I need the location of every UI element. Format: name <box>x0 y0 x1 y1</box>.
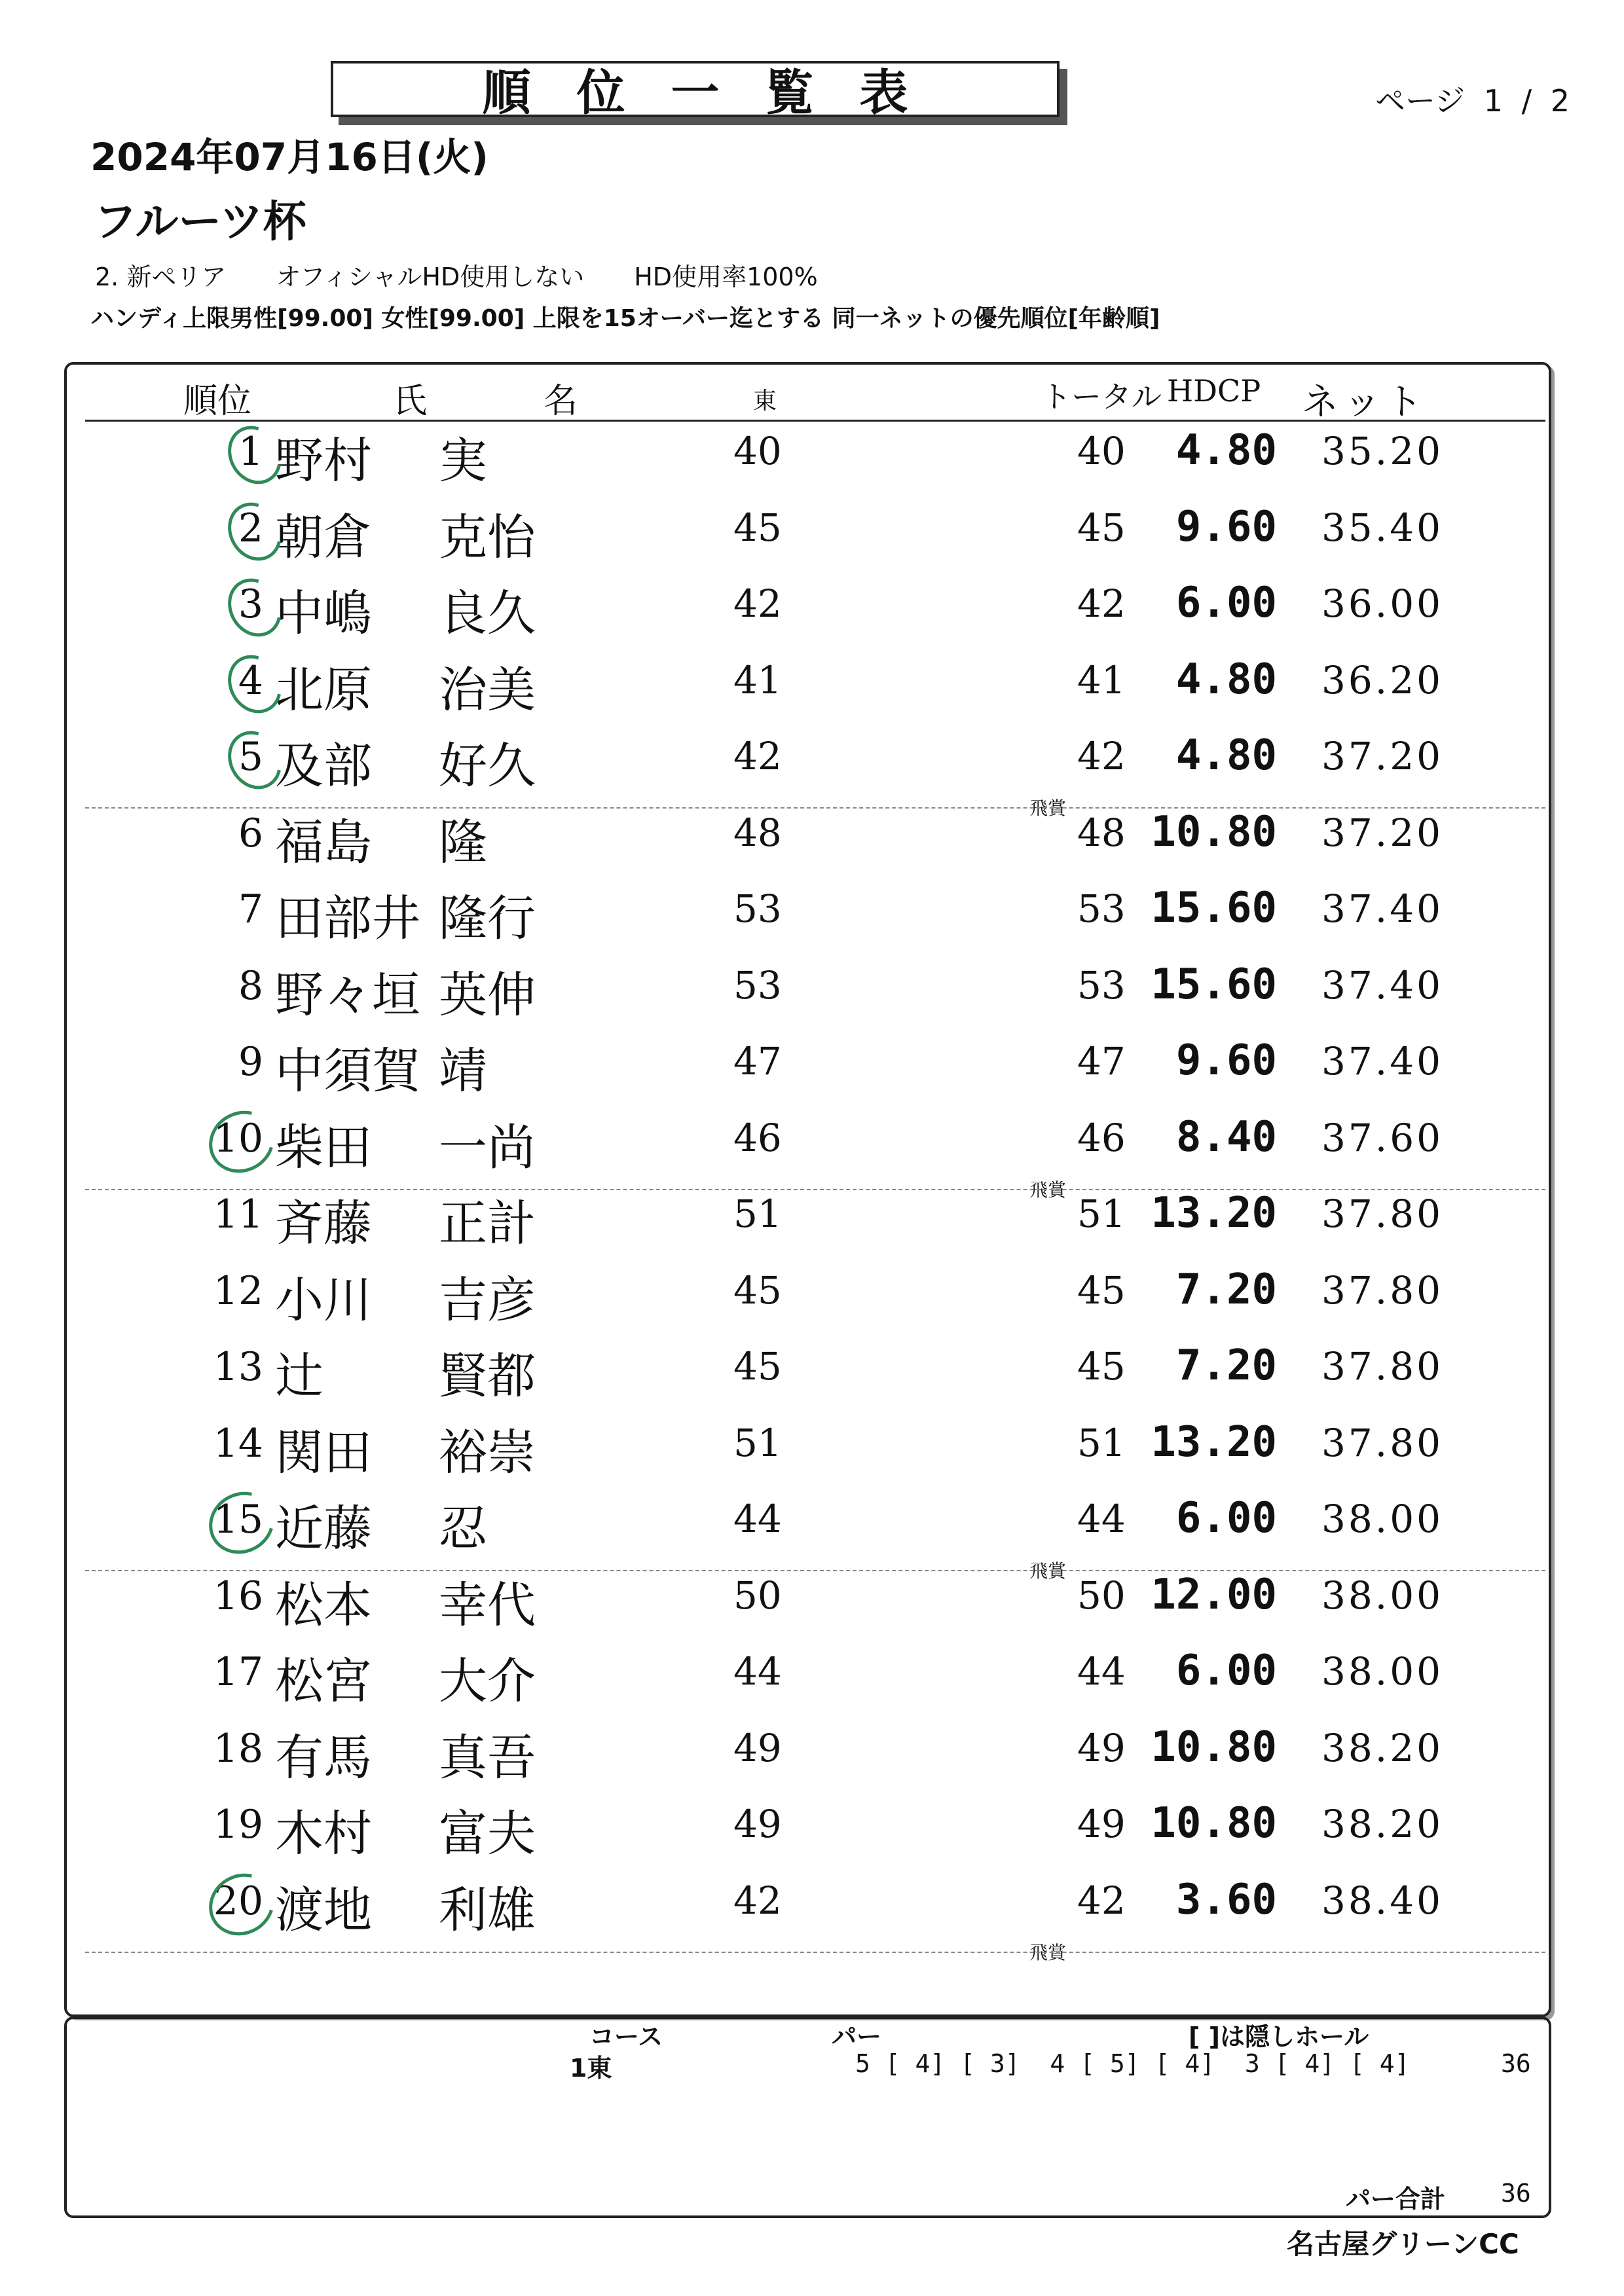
east-score-cell: 45 <box>733 1344 782 1389</box>
total-score-cell: 46 <box>1077 1116 1126 1160</box>
east-score-cell: 44 <box>733 1649 782 1694</box>
surname-cell: 近藤 <box>275 1501 372 1557</box>
rank-cell: 20 <box>213 1878 263 1924</box>
total-score-cell: 44 <box>1077 1649 1126 1694</box>
surname-cell: 辻 <box>275 1348 323 1404</box>
rank-cell: 15 <box>213 1497 263 1542</box>
total-score-cell: 40 <box>1077 429 1126 473</box>
table-row <box>0 505 1624 581</box>
par-sum-row: 36 <box>1501 2049 1531 2078</box>
rank-cell: 12 <box>213 1268 263 1314</box>
given-name-cell: 大介 <box>439 1653 536 1709</box>
given-name-cell: 一尚 <box>439 1120 536 1176</box>
east-score-cell: 49 <box>733 1802 782 1846</box>
rank-cell: 13 <box>213 1344 263 1390</box>
surname-cell: 小川 <box>275 1272 372 1328</box>
hdcp-cell: 7.20 <box>1175 1341 1277 1390</box>
total-score-cell: 42 <box>1077 734 1126 778</box>
given-name-cell: 富夫 <box>439 1806 536 1862</box>
east-score-cell: 42 <box>733 581 782 626</box>
given-name-cell: 好久 <box>439 738 536 794</box>
east-score-cell: 42 <box>733 734 782 778</box>
page-indicator <box>1375 77 1579 120</box>
net-score-cell: 37.80 <box>1321 1192 1444 1236</box>
given-name-cell: 賢都 <box>439 1348 536 1404</box>
course-name: 1東 <box>570 2054 612 2083</box>
rank-cell: 6 <box>238 811 263 856</box>
given-name-cell: 幸代 <box>439 1577 536 1633</box>
table-row <box>0 655 1624 734</box>
award-mark: 飛賞 <box>1029 1942 1067 1963</box>
table-row <box>0 581 1624 657</box>
surname-cell: 松本 <box>275 1577 372 1633</box>
net-score-cell: 38.00 <box>1321 1497 1444 1541</box>
hdcp-cell: 10.80 <box>1151 808 1277 856</box>
given-name-cell: 忍 <box>439 1501 487 1557</box>
rank-cell: 19 <box>213 1802 263 1848</box>
east-score-cell: 53 <box>733 886 782 931</box>
hdcp-cell: 6.00 <box>1175 1494 1277 1542</box>
net-score-cell: 36.20 <box>1321 658 1444 702</box>
rank-cell: 7 <box>238 886 263 932</box>
table-row <box>0 1036 1624 1115</box>
net-score-cell: 38.40 <box>1321 1878 1444 1923</box>
net-score-cell: 35.20 <box>1321 429 1444 473</box>
rank-cell: 18 <box>213 1726 263 1772</box>
hdcp-cell: 10.80 <box>1151 1799 1277 1848</box>
hdcp-cell: 4.80 <box>1175 731 1277 780</box>
column-header-name-2: 名 <box>544 382 578 421</box>
hdcp-cell: 10.80 <box>1151 1723 1277 1772</box>
east-score-cell: 44 <box>733 1497 782 1541</box>
net-score-cell: 38.00 <box>1321 1573 1444 1618</box>
table-row <box>0 1723 1624 1802</box>
hdcp-cell: 4.80 <box>1175 655 1277 704</box>
table-row <box>0 1341 1624 1420</box>
hdcp-cell: 7.20 <box>1175 1266 1277 1314</box>
hdcp-cell: 8.40 <box>1175 1113 1277 1161</box>
hdcp-cell: 9.60 <box>1175 503 1277 551</box>
rank-cell: 14 <box>213 1421 263 1467</box>
total-score-cell: 47 <box>1077 1039 1126 1084</box>
net-score-cell: 37.20 <box>1321 734 1444 778</box>
surname-cell: 柴田 <box>275 1120 372 1176</box>
surname-cell: 及部 <box>275 738 372 794</box>
event-date: 2024年07月16日(火) <box>90 135 489 179</box>
surname-cell: 木村 <box>275 1806 372 1862</box>
par-total-value: 36 <box>1501 2179 1531 2208</box>
surname-cell: 福島 <box>275 814 372 871</box>
surname-cell: 中嶋 <box>275 585 372 642</box>
column-header-name-1: 氏 <box>393 382 428 421</box>
given-name-cell: 利雄 <box>439 1882 536 1939</box>
column-header-total: トータル <box>1041 379 1162 414</box>
total-score-cell: 53 <box>1077 886 1126 931</box>
rank-cell: 1 <box>238 429 263 475</box>
table-row <box>0 1876 1624 1963</box>
net-score-cell: 38.20 <box>1321 1726 1444 1770</box>
surname-cell: 有馬 <box>275 1730 372 1786</box>
table-row <box>0 731 1624 819</box>
east-score-cell: 42 <box>733 1878 782 1923</box>
table-row <box>0 426 1624 505</box>
total-score-cell: 48 <box>1077 811 1126 855</box>
venue-name: 名古屋グリーンCC <box>1287 2228 1519 2260</box>
total-score-cell: 50 <box>1077 1573 1126 1618</box>
course-label: コース <box>589 2022 663 2051</box>
table-row <box>0 1113 1624 1201</box>
total-score-cell: 51 <box>1077 1421 1126 1465</box>
table-row <box>0 886 1624 962</box>
given-name-cell: 英伸 <box>439 967 536 1023</box>
title-box <box>331 61 1060 121</box>
table-row <box>0 1799 1624 1878</box>
event-name: フルーツ杯 <box>94 196 306 247</box>
rules-line-1: 2. 新ペリア オフィシャルHD使用しない HD使用率100% <box>95 263 818 291</box>
surname-cell: 北原 <box>275 662 372 718</box>
net-score-cell: 37.40 <box>1321 886 1444 931</box>
page-label: ページ <box>1375 83 1466 118</box>
surname-cell: 中須賀 <box>275 1043 420 1099</box>
total-score-cell: 49 <box>1077 1726 1126 1770</box>
column-header-rank: 順位 <box>183 382 252 421</box>
given-name-cell: 良久 <box>439 585 536 642</box>
east-score-cell: 51 <box>733 1421 782 1465</box>
rank-cell: 10 <box>213 1116 263 1161</box>
east-score-cell: 50 <box>733 1573 782 1618</box>
rules-line-2: ハンディ上限男性[99.00] 女性[99.00] 上限を15オーバー迄とする 同一ネットの優先順位[年齢順] <box>90 305 1160 332</box>
column-header-east: 東 <box>753 388 777 414</box>
total-score-cell: 44 <box>1077 1497 1126 1541</box>
total-score-cell: 42 <box>1077 581 1126 626</box>
surname-cell: 田部井 <box>275 890 420 947</box>
hdcp-cell: 6.00 <box>1175 579 1277 627</box>
given-name-cell: 吉彦 <box>439 1272 536 1328</box>
column-header-net: ネット <box>1302 381 1428 424</box>
net-score-cell: 37.80 <box>1321 1268 1444 1313</box>
net-score-cell: 37.40 <box>1321 963 1444 1008</box>
group-divider <box>85 1952 1545 1953</box>
total-score-cell: 45 <box>1077 1268 1126 1313</box>
surname-cell: 朝倉 <box>275 509 372 566</box>
award-mark: 飛賞 <box>1029 1560 1067 1582</box>
total-score-cell: 53 <box>1077 963 1126 1008</box>
east-score-cell: 41 <box>733 658 782 702</box>
par-total-label: パー合計 <box>1346 2185 1446 2214</box>
given-name-cell: 実 <box>439 433 487 489</box>
hdcp-cell: 15.60 <box>1151 960 1277 1009</box>
given-name-cell: 治美 <box>439 662 536 718</box>
given-name-cell: 隆 <box>439 814 487 871</box>
given-name-cell: 克怡 <box>439 509 536 566</box>
given-name-cell: 真吾 <box>439 1730 536 1786</box>
net-score-cell: 38.20 <box>1321 1802 1444 1846</box>
given-name-cell: 靖 <box>439 1043 487 1099</box>
net-score-cell: 37.20 <box>1321 811 1444 855</box>
total-score-cell: 42 <box>1077 1878 1126 1923</box>
surname-cell: 渡地 <box>275 1882 372 1939</box>
rank-cell: 5 <box>238 734 263 780</box>
rank-cell: 16 <box>213 1573 263 1619</box>
given-name-cell: 隆行 <box>439 890 536 947</box>
total-score-cell: 45 <box>1077 1344 1126 1389</box>
hdcp-cell: 6.00 <box>1175 1647 1277 1695</box>
net-score-cell: 36.00 <box>1321 581 1444 626</box>
total-score-cell: 51 <box>1077 1192 1126 1236</box>
rank-cell: 4 <box>238 658 263 704</box>
header-divider <box>85 420 1545 422</box>
east-score-cell: 48 <box>733 811 782 855</box>
net-score-cell: 35.40 <box>1321 505 1444 550</box>
rank-cell: 9 <box>238 1039 263 1085</box>
table-row <box>0 960 1624 1039</box>
surname-cell: 関田 <box>275 1425 372 1481</box>
east-score-cell: 45 <box>733 1268 782 1313</box>
total-score-cell: 45 <box>1077 505 1126 550</box>
hdcp-cell: 4.80 <box>1175 426 1277 475</box>
east-score-cell: 47 <box>733 1039 782 1084</box>
east-score-cell: 51 <box>733 1192 782 1236</box>
hdcp-cell: 13.20 <box>1151 1418 1277 1467</box>
page-separator: / <box>1521 83 1532 118</box>
rank-cell: 8 <box>238 963 263 1009</box>
rank-cell: 17 <box>213 1649 263 1695</box>
surname-cell: 野村 <box>275 433 372 489</box>
surname-cell: 野々垣 <box>275 967 420 1023</box>
award-mark: 飛賞 <box>1029 1179 1067 1201</box>
award-mark: 飛賞 <box>1029 797 1067 819</box>
column-header-hdcp: HDCP <box>1167 373 1261 409</box>
table-row <box>0 1268 1624 1344</box>
page-title: 順位一覧表 <box>482 65 954 121</box>
total-score-cell: 41 <box>1077 658 1126 702</box>
table-row <box>0 1494 1624 1582</box>
total-score-cell: 49 <box>1077 1802 1126 1846</box>
net-score-cell: 37.40 <box>1321 1039 1444 1084</box>
surname-cell: 斉藤 <box>275 1195 372 1252</box>
page-current: 1 <box>1483 83 1503 118</box>
hdcp-cell: 9.60 <box>1175 1036 1277 1085</box>
table-row <box>0 1649 1624 1725</box>
net-score-cell: 38.00 <box>1321 1649 1444 1694</box>
rank-cell: 11 <box>213 1192 263 1237</box>
table-row <box>0 1418 1624 1497</box>
rank-cell: 2 <box>238 505 263 551</box>
hdcp-cell: 13.20 <box>1151 1189 1277 1237</box>
par-label: パー <box>832 2022 882 2051</box>
east-score-cell: 49 <box>733 1726 782 1770</box>
net-score-cell: 37.80 <box>1321 1344 1444 1389</box>
net-score-cell: 37.80 <box>1321 1421 1444 1465</box>
east-score-cell: 46 <box>733 1116 782 1160</box>
given-name-cell: 正計 <box>439 1195 536 1252</box>
east-score-cell: 45 <box>733 505 782 550</box>
hdcp-cell: 3.60 <box>1175 1876 1277 1924</box>
given-name-cell: 裕崇 <box>439 1425 536 1481</box>
table-row <box>0 1573 1624 1649</box>
hidden-hole-note: [ ]は隠しホール <box>1189 2022 1369 2051</box>
east-score-cell: 53 <box>733 963 782 1008</box>
hdcp-cell: 15.60 <box>1151 884 1277 932</box>
hdcp-cell: 12.00 <box>1151 1571 1277 1619</box>
surname-cell: 松宮 <box>275 1653 372 1709</box>
page-total: 2 <box>1550 83 1570 118</box>
net-score-cell: 37.60 <box>1321 1116 1444 1160</box>
east-score-cell: 40 <box>733 429 782 473</box>
par-values: 5 [ 4] [ 3] 4 [ 5] [ 4] 3 [ 4] [ 4] <box>855 2049 1410 2078</box>
rank-cell: 3 <box>238 581 263 627</box>
